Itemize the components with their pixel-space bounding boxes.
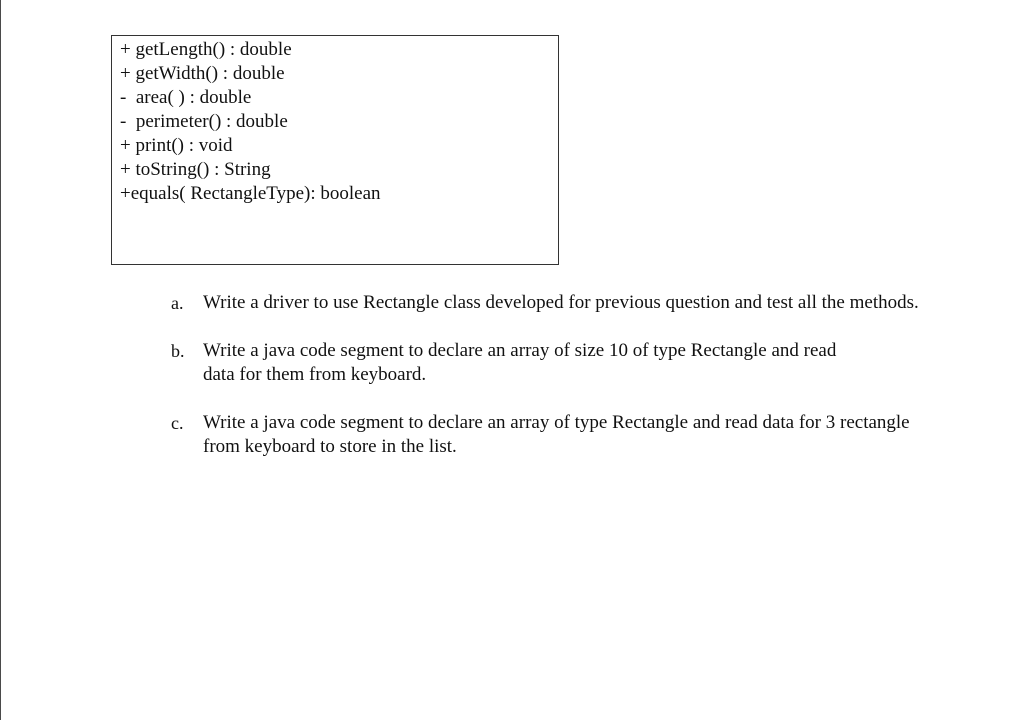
question-a	[171, 291, 971, 315]
question-list	[171, 291, 971, 483]
question-c	[171, 411, 971, 459]
question-letter: a.	[171, 293, 184, 313]
question-text-line: data for them from keyboard.	[203, 364, 427, 385]
uml-methods-box	[111, 35, 559, 265]
uml-method-perimeter: - perimeter() : double	[120, 111, 288, 132]
question-text-line: Write a driver to use Rectangle class developed for previous question and test all the methods.	[203, 292, 919, 313]
question-letter: b.	[171, 341, 185, 361]
uml-method-equals: +equals( RectangleType): boolean	[120, 183, 381, 204]
uml-method-area: - area( ) : double	[120, 87, 252, 108]
question-letter: c.	[171, 413, 184, 433]
question-b	[171, 339, 971, 387]
question-text-line: Write a java code segment to declare an array of size 10 of type Rectangle and read	[203, 340, 837, 361]
page-left-border	[0, 0, 1, 720]
question-text-line: from keyboard to store in the list.	[203, 436, 457, 457]
question-text-line: Write a java code segment to declare an array of type Rectangle and read data for 3 rectangle	[203, 412, 910, 433]
uml-method-get-length: + getLength() : double	[120, 39, 292, 60]
uml-method-print: + print() : void	[120, 135, 233, 156]
uml-method-get-width: + getWidth() : double	[120, 63, 285, 84]
uml-method-to-string: + toString() : String	[120, 159, 271, 180]
